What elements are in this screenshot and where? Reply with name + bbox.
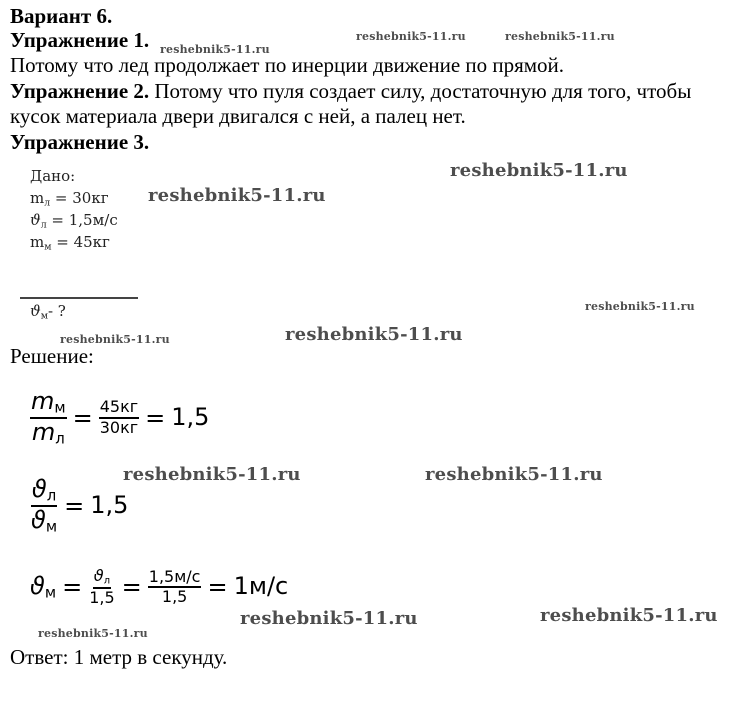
- speed-man-result: 1м/с: [233, 572, 289, 601]
- exercise-1-heading: Упражнение 1.: [10, 28, 150, 52]
- watermark: reshebnik5-11.ru: [540, 605, 718, 626]
- equation-mass-ratio: $\frac{m_м}{m_л}$ = $\frac{45кг}{30кг}$ = 1,5: [31, 387, 210, 448]
- exercise-2-text-line1: Потому что пуля создает силу, достаточную для того, чтобы: [154, 79, 692, 103]
- mass-ratio-result: 1,5: [171, 402, 210, 431]
- watermark: reshebnik5-11.ru: [585, 300, 695, 313]
- watermark: reshebnik5-11.ru: [356, 30, 466, 43]
- watermark: reshebnik5-11.ru: [60, 333, 170, 346]
- exercise-3-heading: Упражнение 3.: [10, 130, 150, 154]
- exercise-1-text: Потому что лед продолжает по инерции движение по прямой.: [10, 53, 565, 77]
- exercise-2-heading: Упражнение 2.: [10, 79, 150, 103]
- find-speed: $ϑ_м-$ ?: [30, 302, 66, 322]
- given-mass-ice: $m_л = 30кг$: [30, 189, 109, 209]
- watermark: reshebnik5-11.ru: [240, 608, 418, 629]
- given-divider: [20, 297, 138, 299]
- exercise-2-text-line2: кусок материала двери двигался с ней, а палец нет.: [10, 104, 466, 128]
- watermark: reshebnik5-11.ru: [285, 324, 463, 345]
- variant-title: Вариант 6.: [10, 4, 113, 28]
- fraction-speed-values: $\frac{1,5м/с}{1,5}$: [148, 566, 201, 607]
- speed-ratio-result: 1,5: [90, 490, 129, 519]
- fraction-mass-values: $\frac{45кг}{30кг}$: [99, 397, 139, 437]
- solution-label: Решение:: [10, 344, 94, 368]
- given-speed-ice: $ϑ_л = 1,5м/с$: [30, 211, 118, 231]
- watermark: reshebnik5-11.ru: [425, 464, 603, 485]
- exercise-2-line1: [10, 79, 691, 103]
- answer-text: Ответ: 1 метр в секунду.: [10, 645, 228, 669]
- given-mass-man: $m_м = 45кг$: [30, 233, 110, 253]
- equation-speed-ratio: $\frac{ϑ_л}{ϑ_м}$ = 1,5: [31, 475, 129, 536]
- equation-speed-man: $ϑ_м$ = $\frac{ϑ_л}{1,5}$ = $\frac{1,5м/с}{1,5}$ = 1м/с: [30, 566, 289, 607]
- fraction-mass-ratio: $\frac{m_м}{m_л}$: [31, 387, 66, 448]
- watermark: reshebnik5-11.ru: [148, 185, 326, 206]
- fraction-speed-ratio: $\frac{ϑ_л}{ϑ_м}$: [31, 475, 58, 536]
- watermark: reshebnik5-11.ru: [38, 627, 148, 640]
- given-label: Дано:: [30, 167, 76, 185]
- watermark: reshebnik5-11.ru: [160, 43, 270, 56]
- fraction-speed-over-ratio: $\frac{ϑ_л}{1,5}$: [89, 566, 115, 607]
- watermark: reshebnik5-11.ru: [450, 160, 628, 181]
- watermark: reshebnik5-11.ru: [123, 464, 301, 485]
- watermark: reshebnik5-11.ru: [505, 30, 615, 43]
